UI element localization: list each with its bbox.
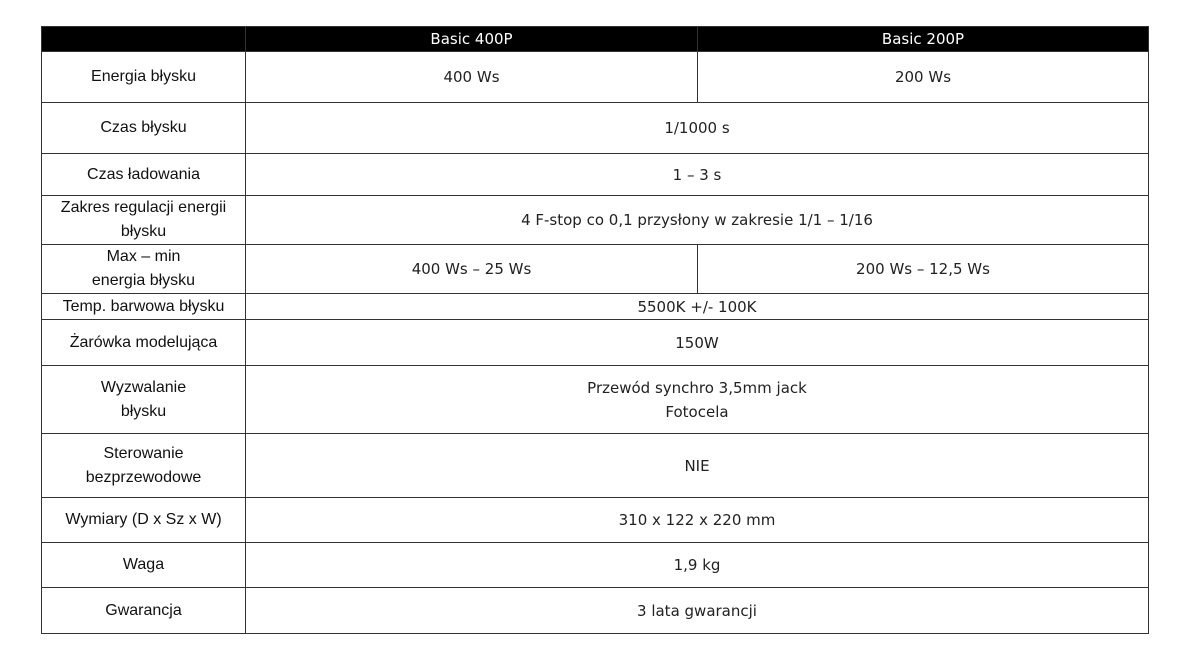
table-row (42, 196, 1149, 245)
table-row (42, 320, 1149, 366)
row-label: Temp. barwowa błysku (42, 294, 246, 320)
row-label: Wyzwalanie błysku (42, 366, 246, 434)
table-row (42, 366, 1149, 434)
value-basic-200p: 200 Ws – 12,5 Ws (698, 245, 1149, 294)
row-label: Gwarancja (42, 588, 246, 634)
table-row (42, 103, 1149, 154)
value-shared: 150W (246, 320, 1149, 366)
value-shared: 3 lata gwarancji (246, 588, 1149, 634)
table-row (42, 52, 1149, 103)
row-label: Czas błysku (42, 103, 246, 154)
header-basic-400p: Basic 400P (246, 27, 698, 52)
table-row (42, 154, 1149, 196)
row-label: Zakres regulacji energii błysku (42, 196, 246, 245)
row-label: Waga (42, 543, 246, 588)
value-basic-400p: 400 Ws (246, 52, 698, 103)
value-basic-200p: 200 Ws (698, 52, 1149, 103)
table-row (42, 434, 1149, 498)
value-shared: 1,9 kg (246, 543, 1149, 588)
value-shared: Przewód synchro 3,5mm jack Fotocela (246, 366, 1149, 434)
value-shared: 1 – 3 s (246, 154, 1149, 196)
value-shared: 310 x 122 x 220 mm (246, 498, 1149, 543)
row-label: Energia błysku (42, 52, 246, 103)
row-label: Max – min energia błysku (42, 245, 246, 294)
header-blank-cell (42, 27, 246, 52)
row-label: Żarówka modelująca (42, 320, 246, 366)
value-shared: NIE (246, 434, 1149, 498)
table-row (42, 543, 1149, 588)
table-row (42, 588, 1149, 634)
value-shared: 4 F-stop co 0,1 przysłony w zakresie 1/1 – 1/16 (246, 196, 1149, 245)
spec-table (41, 26, 1149, 634)
table-row (42, 245, 1149, 294)
row-label: Czas ładowania (42, 154, 246, 196)
table-row (42, 498, 1149, 543)
row-label: Wymiary (D x Sz x W) (42, 498, 246, 543)
value-shared: 5500K +/- 100K (246, 294, 1149, 320)
value-shared: 1/1000 s (246, 103, 1149, 154)
row-label: Sterowanie bezprzewodowe (42, 434, 246, 498)
value-basic-400p: 400 Ws – 25 Ws (246, 245, 698, 294)
table-row (42, 294, 1149, 320)
spec-table-container (41, 26, 1149, 634)
table-header-row (42, 27, 1149, 52)
header-basic-200p: Basic 200P (698, 27, 1149, 52)
